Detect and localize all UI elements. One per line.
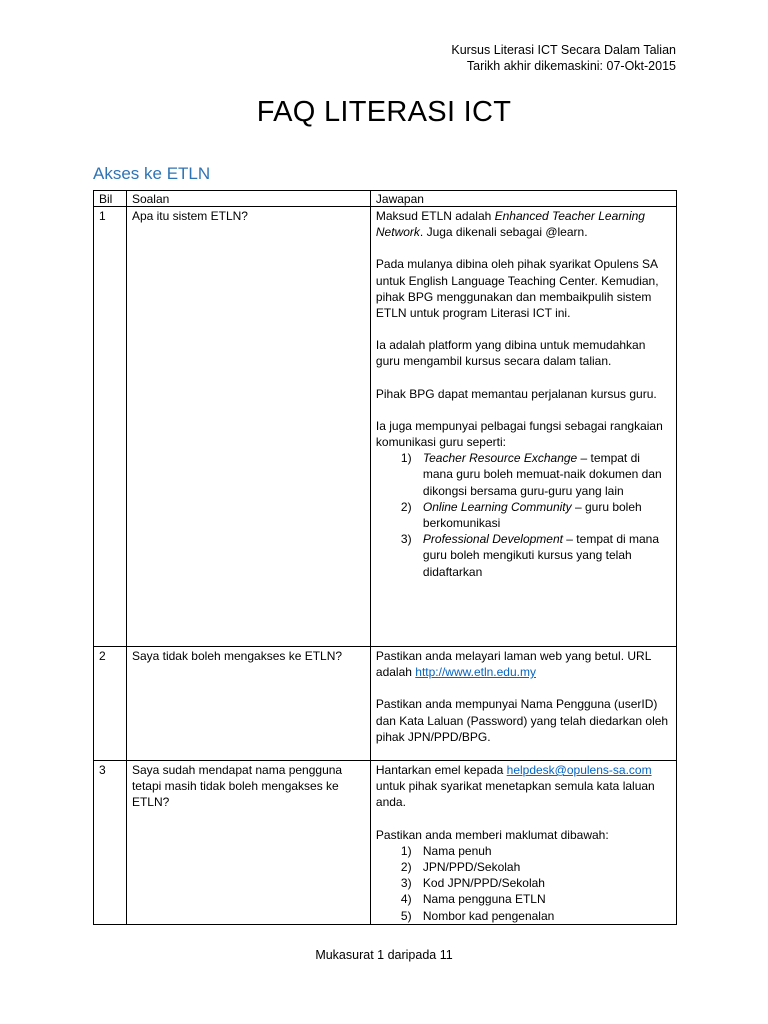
table-row [94, 761, 677, 925]
list-item: 4) Nama pengguna ETLN [400, 892, 546, 907]
answer-paragraph: Pastikan anda mempunyai Nama Pengguna (userID) dan Kata Laluan (Password) yang telah diedarkan oleh pihak JPN/PPD/BPG. [375, 697, 669, 744]
list-item: 1) Teacher Resource Exchange – tempat di mana guru boleh memuat-naik dokumen dan dikongsi bersama guru-guru yang lain [400, 451, 662, 498]
answer [370, 207, 676, 647]
answer [370, 761, 676, 925]
list-item: 1) Nama penuh [400, 843, 492, 858]
faq-table [93, 190, 677, 925]
answer [370, 647, 676, 761]
question: Saya tidak boleh mengakses ke ETLN? [126, 647, 370, 761]
row-number: 1 [94, 207, 127, 647]
answer-paragraph: Ia juga mempunyai pelbagai fungsi sebagai rangkaian komunikasi guru seperti: [375, 418, 663, 450]
helpdesk-email-link[interactable]: helpdesk@opulens-sa.com [506, 763, 652, 777]
answer-paragraph: Ia adalah platform yang dibina untuk memudahkan guru mengambil kursus secara dalam talian. [375, 338, 646, 369]
list-item: 2) JPN/PPD/Sekolah [400, 860, 521, 875]
feature-list [376, 450, 671, 580]
last-updated: Tarikh akhir dikemaskini: 07-Okt-2015 [466, 59, 676, 73]
page-title: FAQ LITERASI ICT [256, 96, 512, 128]
list-item: 2) Online Learning Community – guru boleh berkomunikasi [400, 499, 642, 531]
row-number: 2 [94, 647, 127, 761]
table-header-row [94, 191, 677, 207]
column-header-bil: Bil [94, 191, 127, 207]
page-number: Mukasurat 1 daripada 11 [315, 948, 453, 962]
answer-paragraph: Hantarkan emel kepada helpdesk@opulens-sa.com untuk pihak syarikat menetapkan semula kata laluan anda. [375, 763, 655, 810]
answer-paragraph: Pihak BPG dapat memantau perjalanan kursus guru. [375, 386, 657, 401]
column-header-soalan: Soalan [126, 191, 370, 207]
answer-paragraph: Maksud ETLN adalah Enhanced Teacher Learning Network. Juga dikenali sebagai @learn. [375, 209, 645, 240]
required-info-list [376, 843, 671, 924]
list-item: 3) Kod JPN/PPD/Sekolah [400, 876, 545, 891]
row-number: 3 [94, 761, 127, 925]
answer-paragraph: Pastikan anda melayari laman web yang betul. URL adalah http://www.etln.edu.my [375, 649, 651, 680]
answer-paragraph: Pastikan anda memberi maklumat dibawah: [375, 827, 609, 842]
column-header-jawapan: Jawapan [370, 191, 676, 207]
list-item: 5) Nombor kad pengenalan [400, 908, 555, 923]
question: Apa itu sistem ETLN? [126, 207, 370, 647]
answer-paragraph: Pada mulanya dibina oleh pihak syarikat Opulens SA untuk English Language Teaching Center. Kemudian, pihak BPG menggunakan dan membaikpulih sistem ETLN untuk program Literasi ICT ini. [375, 257, 659, 321]
list-item: 3) Professional Development – tempat di mana guru boleh mengikuti kursus yang telah didaftarkan [400, 532, 660, 579]
table-row [94, 647, 677, 761]
section-heading: Akses ke ETLN [93, 164, 211, 183]
etln-url-link[interactable]: http://www.etln.edu.my [415, 665, 536, 680]
table-row [94, 207, 677, 647]
course-name: Kursus Literasi ICT Secara Dalam Talian [451, 43, 676, 57]
question: Saya sudah mendapat nama pengguna tetapi masih tidak boleh mengakses ke ETLN? [126, 761, 370, 925]
document-header [451, 42, 676, 74]
